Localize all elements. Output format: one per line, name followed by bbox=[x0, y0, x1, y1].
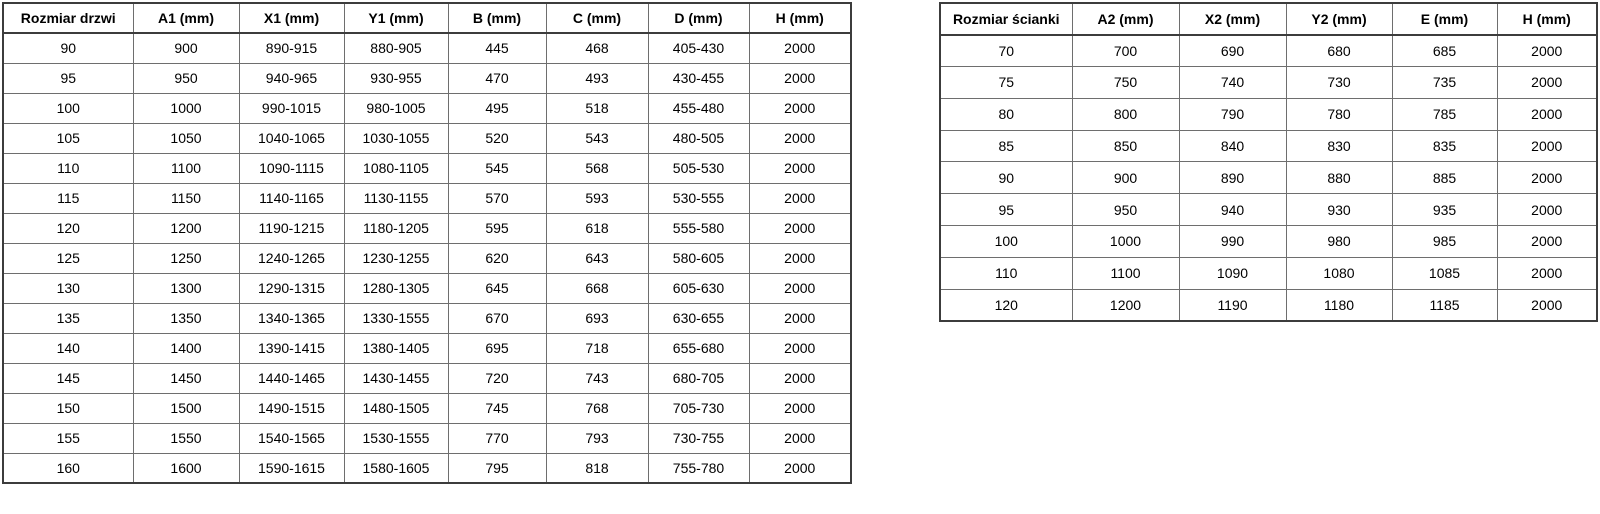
table-cell: 680-705 bbox=[648, 363, 749, 393]
table-cell: 795 bbox=[448, 453, 546, 483]
table-cell: 2000 bbox=[749, 453, 851, 483]
table-cell: 90 bbox=[3, 33, 133, 63]
column-header: B (mm) bbox=[448, 3, 546, 33]
table-cell: 1480-1505 bbox=[344, 393, 448, 423]
column-header: C (mm) bbox=[546, 3, 648, 33]
table-cell: 545 bbox=[448, 153, 546, 183]
table-cell: 120 bbox=[3, 213, 133, 243]
table-cell: 1250 bbox=[133, 243, 239, 273]
table-cell: 1450 bbox=[133, 363, 239, 393]
table-cell: 980 bbox=[1286, 226, 1392, 258]
table-cell: 2000 bbox=[1497, 162, 1597, 194]
table-row bbox=[3, 363, 851, 393]
table-cell: 568 bbox=[546, 153, 648, 183]
table-cell: 1290-1315 bbox=[239, 273, 344, 303]
table-cell: 100 bbox=[3, 93, 133, 123]
table-cell: 135 bbox=[3, 303, 133, 333]
column-header: X1 (mm) bbox=[239, 3, 344, 33]
header-row bbox=[940, 3, 1597, 35]
table-cell: 155 bbox=[3, 423, 133, 453]
table-cell: 405-430 bbox=[648, 33, 749, 63]
table-cell: 1300 bbox=[133, 273, 239, 303]
table-cell: 1000 bbox=[1072, 226, 1179, 258]
table-cell: 2000 bbox=[749, 123, 851, 153]
table-cell: 680 bbox=[1286, 35, 1392, 67]
table-cell: 880-905 bbox=[344, 33, 448, 63]
table-row bbox=[940, 98, 1597, 130]
table-cell: 2000 bbox=[749, 213, 851, 243]
table-cell: 950 bbox=[1072, 194, 1179, 226]
table-cell: 1000 bbox=[133, 93, 239, 123]
table-row bbox=[3, 333, 851, 363]
table-cell: 1430-1455 bbox=[344, 363, 448, 393]
table-cell: 2000 bbox=[1497, 226, 1597, 258]
column-header: Y2 (mm) bbox=[1286, 3, 1392, 35]
table-cell: 768 bbox=[546, 393, 648, 423]
table-row bbox=[940, 67, 1597, 99]
table-cell: 150 bbox=[3, 393, 133, 423]
table-row bbox=[3, 213, 851, 243]
table-cell: 940 bbox=[1179, 194, 1286, 226]
table-cell: 1580-1605 bbox=[344, 453, 448, 483]
table-cell: 1390-1415 bbox=[239, 333, 344, 363]
table-cell: 940-965 bbox=[239, 63, 344, 93]
table-cell: 2000 bbox=[1497, 289, 1597, 321]
table-cell: 110 bbox=[940, 257, 1072, 289]
table-cell: 595 bbox=[448, 213, 546, 243]
table-row bbox=[3, 273, 851, 303]
table-cell: 1200 bbox=[1072, 289, 1179, 321]
table-cell: 605-630 bbox=[648, 273, 749, 303]
table-cell: 1180 bbox=[1286, 289, 1392, 321]
table-cell: 670 bbox=[448, 303, 546, 333]
table-cell: 2000 bbox=[749, 63, 851, 93]
table-cell: 2000 bbox=[749, 393, 851, 423]
table-cell: 880 bbox=[1286, 162, 1392, 194]
table-cell: 690 bbox=[1179, 35, 1286, 67]
table-cell: 1350 bbox=[133, 303, 239, 333]
table-cell: 668 bbox=[546, 273, 648, 303]
table-cell: 935 bbox=[1392, 194, 1497, 226]
table-cell: 1185 bbox=[1392, 289, 1497, 321]
table-row bbox=[940, 257, 1597, 289]
table-cell: 2000 bbox=[1497, 130, 1597, 162]
table-cell: 980-1005 bbox=[344, 93, 448, 123]
table-cell: 1085 bbox=[1392, 257, 1497, 289]
table-cell: 890 bbox=[1179, 162, 1286, 194]
table-cell: 835 bbox=[1392, 130, 1497, 162]
table-cell: 85 bbox=[940, 130, 1072, 162]
table-cell: 620 bbox=[448, 243, 546, 273]
table-cell: 743 bbox=[546, 363, 648, 393]
table-row bbox=[3, 393, 851, 423]
table-cell: 900 bbox=[133, 33, 239, 63]
table-cell: 2000 bbox=[749, 273, 851, 303]
column-header: Rozmiar drzwi bbox=[3, 3, 133, 33]
table-cell: 1550 bbox=[133, 423, 239, 453]
table-cell: 1080 bbox=[1286, 257, 1392, 289]
table-cell: 1090-1115 bbox=[239, 153, 344, 183]
table-cell: 1040-1065 bbox=[239, 123, 344, 153]
table-cell: 2000 bbox=[749, 243, 851, 273]
table-row bbox=[940, 130, 1597, 162]
table-cell: 530-555 bbox=[648, 183, 749, 213]
table-row bbox=[940, 226, 1597, 258]
table-cell: 1190-1215 bbox=[239, 213, 344, 243]
table-cell: 735 bbox=[1392, 67, 1497, 99]
table-cell: 2000 bbox=[1497, 194, 1597, 226]
table-cell: 730-755 bbox=[648, 423, 749, 453]
table-cell: 2000 bbox=[749, 363, 851, 393]
table-cell: 645 bbox=[448, 273, 546, 303]
table-row bbox=[940, 289, 1597, 321]
table-cell: 800 bbox=[1072, 98, 1179, 130]
table-cell: 950 bbox=[133, 63, 239, 93]
door-sizes-table bbox=[2, 2, 852, 484]
table-cell: 580-605 bbox=[648, 243, 749, 273]
table-cell: 2000 bbox=[749, 153, 851, 183]
table-cell: 930-955 bbox=[344, 63, 448, 93]
table-cell: 95 bbox=[3, 63, 133, 93]
wall-panel-sizes-table bbox=[939, 2, 1598, 322]
table-cell: 2000 bbox=[1497, 257, 1597, 289]
table-cell: 1100 bbox=[1072, 257, 1179, 289]
table-row bbox=[3, 123, 851, 153]
table-cell: 2000 bbox=[1497, 67, 1597, 99]
table-cell: 885 bbox=[1392, 162, 1497, 194]
table-cell: 1240-1265 bbox=[239, 243, 344, 273]
table-cell: 740 bbox=[1179, 67, 1286, 99]
table-cell: 990-1015 bbox=[239, 93, 344, 123]
column-header: X2 (mm) bbox=[1179, 3, 1286, 35]
table-row bbox=[3, 33, 851, 63]
table-cell: 105 bbox=[3, 123, 133, 153]
table-cell: 1150 bbox=[133, 183, 239, 213]
table-cell: 900 bbox=[1072, 162, 1179, 194]
table-cell: 543 bbox=[546, 123, 648, 153]
table-cell: 2000 bbox=[749, 93, 851, 123]
column-header: A2 (mm) bbox=[1072, 3, 1179, 35]
table-cell: 1380-1405 bbox=[344, 333, 448, 363]
table-cell: 1590-1615 bbox=[239, 453, 344, 483]
table-row bbox=[3, 63, 851, 93]
header-row bbox=[3, 3, 851, 33]
table-cell: 130 bbox=[3, 273, 133, 303]
table-cell: 495 bbox=[448, 93, 546, 123]
table-cell: 1400 bbox=[133, 333, 239, 363]
table-cell: 570 bbox=[448, 183, 546, 213]
table-cell: 2000 bbox=[749, 423, 851, 453]
table-cell: 1230-1255 bbox=[344, 243, 448, 273]
table-cell: 655-680 bbox=[648, 333, 749, 363]
table-cell: 520 bbox=[448, 123, 546, 153]
table-cell: 850 bbox=[1072, 130, 1179, 162]
table-cell: 700 bbox=[1072, 35, 1179, 67]
table-cell: 2000 bbox=[1497, 35, 1597, 67]
table-cell: 2000 bbox=[749, 33, 851, 63]
table-cell: 120 bbox=[940, 289, 1072, 321]
column-header: A1 (mm) bbox=[133, 3, 239, 33]
table-cell: 630-655 bbox=[648, 303, 749, 333]
table-cell: 555-580 bbox=[648, 213, 749, 243]
table-cell: 1190 bbox=[1179, 289, 1286, 321]
table-cell: 445 bbox=[448, 33, 546, 63]
table-cell: 1090 bbox=[1179, 257, 1286, 289]
table-cell: 1530-1555 bbox=[344, 423, 448, 453]
table-cell: 95 bbox=[940, 194, 1072, 226]
table-cell: 745 bbox=[448, 393, 546, 423]
table-cell: 718 bbox=[546, 333, 648, 363]
table-cell: 75 bbox=[940, 67, 1072, 99]
table-cell: 80 bbox=[940, 98, 1072, 130]
table-cell: 1050 bbox=[133, 123, 239, 153]
table-cell: 493 bbox=[546, 63, 648, 93]
table-cell: 930 bbox=[1286, 194, 1392, 226]
table-cell: 705-730 bbox=[648, 393, 749, 423]
column-header: H (mm) bbox=[1497, 3, 1597, 35]
column-header: Rozmiar ścianki bbox=[940, 3, 1072, 35]
table-cell: 100 bbox=[940, 226, 1072, 258]
table-cell: 818 bbox=[546, 453, 648, 483]
table-cell: 593 bbox=[546, 183, 648, 213]
table-row bbox=[3, 153, 851, 183]
table-cell: 2000 bbox=[749, 183, 851, 213]
table-cell: 2000 bbox=[749, 333, 851, 363]
table-row bbox=[3, 453, 851, 483]
table-cell: 1140-1165 bbox=[239, 183, 344, 213]
table-cell: 618 bbox=[546, 213, 648, 243]
table-cell: 1540-1565 bbox=[239, 423, 344, 453]
table-cell: 115 bbox=[3, 183, 133, 213]
table-cell: 1200 bbox=[133, 213, 239, 243]
table-cell: 985 bbox=[1392, 226, 1497, 258]
table-cell: 70 bbox=[940, 35, 1072, 67]
table-row bbox=[940, 194, 1597, 226]
table-cell: 693 bbox=[546, 303, 648, 333]
table-cell: 145 bbox=[3, 363, 133, 393]
table-cell: 125 bbox=[3, 243, 133, 273]
table-cell: 430-455 bbox=[648, 63, 749, 93]
column-header: H (mm) bbox=[749, 3, 851, 33]
table-cell: 1490-1515 bbox=[239, 393, 344, 423]
column-header: E (mm) bbox=[1392, 3, 1497, 35]
table-cell: 793 bbox=[546, 423, 648, 453]
table-cell: 643 bbox=[546, 243, 648, 273]
table-cell: 1100 bbox=[133, 153, 239, 183]
table-cell: 990 bbox=[1179, 226, 1286, 258]
table-row bbox=[940, 35, 1597, 67]
table-cell: 755-780 bbox=[648, 453, 749, 483]
table-cell: 1600 bbox=[133, 453, 239, 483]
table-cell: 830 bbox=[1286, 130, 1392, 162]
table-cell: 110 bbox=[3, 153, 133, 183]
table-cell: 90 bbox=[940, 162, 1072, 194]
table-cell: 790 bbox=[1179, 98, 1286, 130]
table-cell: 840 bbox=[1179, 130, 1286, 162]
table-cell: 140 bbox=[3, 333, 133, 363]
table-cell: 1280-1305 bbox=[344, 273, 448, 303]
table-cell: 695 bbox=[448, 333, 546, 363]
table-row bbox=[3, 303, 851, 333]
table-cell: 1030-1055 bbox=[344, 123, 448, 153]
table-cell: 480-505 bbox=[648, 123, 749, 153]
table-cell: 780 bbox=[1286, 98, 1392, 130]
table-cell: 1500 bbox=[133, 393, 239, 423]
table-row bbox=[3, 93, 851, 123]
table-cell: 518 bbox=[546, 93, 648, 123]
table-cell: 455-480 bbox=[648, 93, 749, 123]
table-row bbox=[940, 162, 1597, 194]
table-row bbox=[3, 423, 851, 453]
table-cell: 470 bbox=[448, 63, 546, 93]
table-cell: 785 bbox=[1392, 98, 1497, 130]
table-cell: 2000 bbox=[1497, 98, 1597, 130]
table-cell: 2000 bbox=[749, 303, 851, 333]
table-row bbox=[3, 183, 851, 213]
table-cell: 685 bbox=[1392, 35, 1497, 67]
table-cell: 1180-1205 bbox=[344, 213, 448, 243]
table-cell: 720 bbox=[448, 363, 546, 393]
table-row bbox=[3, 243, 851, 273]
table-cell: 1330-1555 bbox=[344, 303, 448, 333]
table-cell: 1440-1465 bbox=[239, 363, 344, 393]
table-cell: 770 bbox=[448, 423, 546, 453]
column-header: Y1 (mm) bbox=[344, 3, 448, 33]
table-cell: 1340-1365 bbox=[239, 303, 344, 333]
table-cell: 890-915 bbox=[239, 33, 344, 63]
table-cell: 1080-1105 bbox=[344, 153, 448, 183]
table-cell: 468 bbox=[546, 33, 648, 63]
table-cell: 750 bbox=[1072, 67, 1179, 99]
table-cell: 1130-1155 bbox=[344, 183, 448, 213]
table-cell: 730 bbox=[1286, 67, 1392, 99]
table-cell: 505-530 bbox=[648, 153, 749, 183]
table-cell: 160 bbox=[3, 453, 133, 483]
column-header: D (mm) bbox=[648, 3, 749, 33]
